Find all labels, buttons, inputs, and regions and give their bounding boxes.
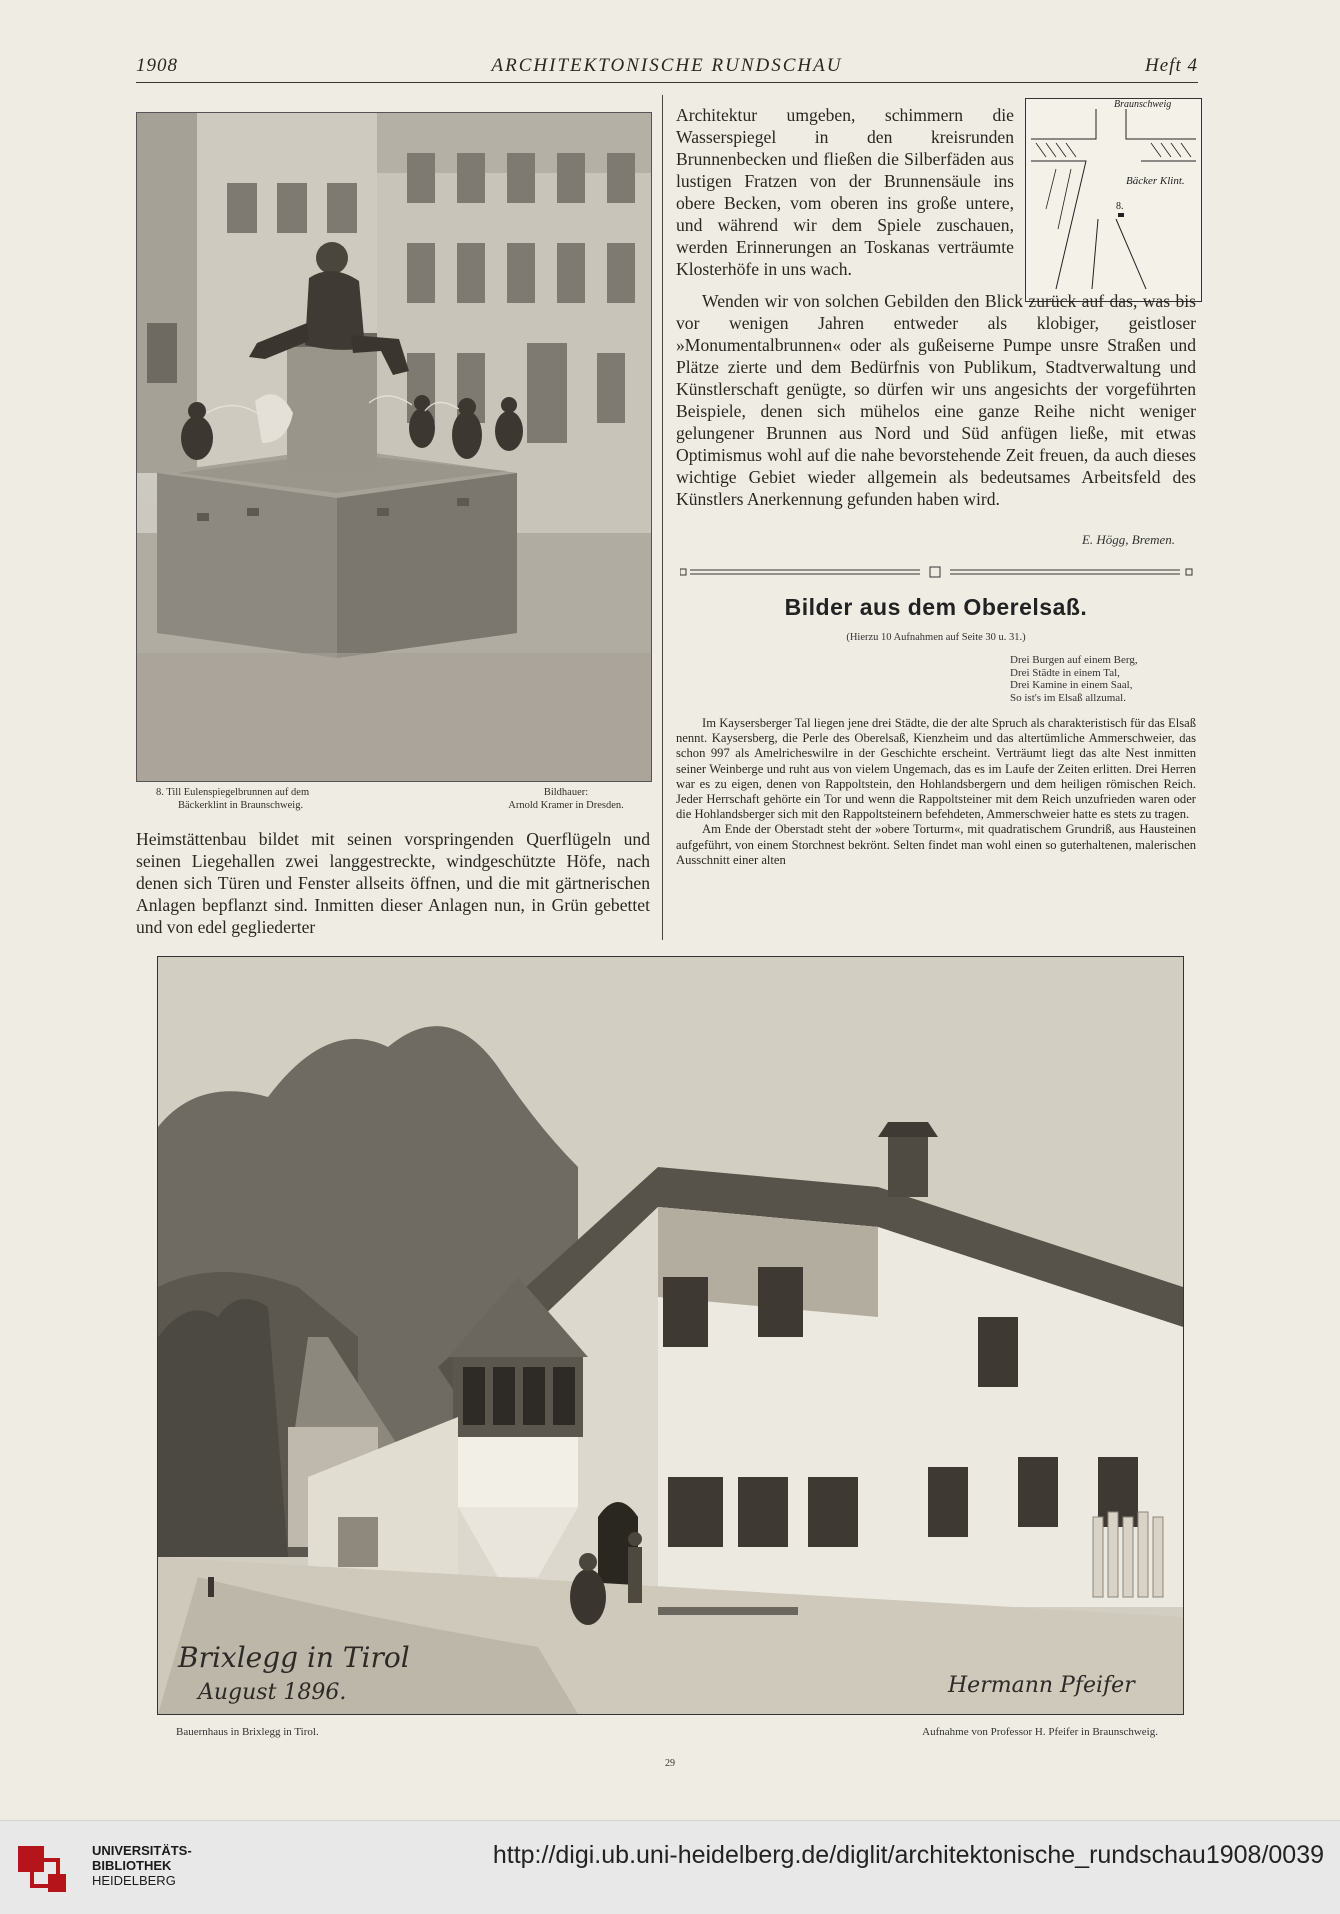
poem-line: So ist's im Elsaß allzumal. [1010, 691, 1126, 704]
photo-caption-right-line1: Bildhauer: [543, 787, 589, 798]
poem-line: Drei Burgen auf einem Berg, [1010, 654, 1138, 666]
location-map-inset [1025, 98, 1202, 302]
library-name-line3: HEIDELBERG [92, 1873, 176, 1888]
photo-caption-right [476, 786, 656, 812]
right-paragraph-1: Architektur umgeben, schimmern die Wasserspiegel in den kreisrunden Brunnenbecken und fließen die Silberfäden aus lustigen Fratzen von der Brunnensäule ins obere Becken, vom oberen ins große untere, und während wir dem Spiele zuschauen, werden Erinnerungen an Toskanas verträumte Klosterhöfe in uns wach. [676, 105, 1014, 279]
map-label-marker: 8. [1116, 201, 1124, 212]
left-paragraph: Heimstättenbau bildet mit seinen vorspringenden Querflügeln und seinen Liegehallen zwei langgestreckte, windgeschützte Höfe, nach denen sich Türen und Fenster allseits öffnen, und die mit gärtnerischen Anlagen bepflanzt sind. Inmitten dieser Anlagen nun, in Grün gebettet und von edel gegliederter [136, 829, 650, 937]
library-logo-icon [18, 1836, 80, 1898]
photo-caption-left-line1: 8. Till Eulenspiegelbrunnen auf dem [156, 787, 310, 798]
map-label-top: Braunschweig [1114, 99, 1172, 110]
painting-caption-left: Bauernhaus in Brixlegg in Tirol. [176, 1726, 319, 1738]
page-number: 29 [665, 1758, 675, 1769]
street-map-illustration [1026, 99, 1201, 301]
farmhouse-painting [157, 956, 1184, 1715]
photo-caption-left-line2: Bäckerklint in Braunschweig. [178, 800, 304, 811]
right-column-text-top [676, 104, 1014, 280]
library-name-line2: BIBLIOTHEK [92, 1858, 172, 1873]
painting-caption-right: Aufnahme von Professor H. Pfeifer in Braunschweig. [922, 1726, 1158, 1738]
header-rule [136, 82, 1198, 83]
header-year: 1908 [136, 55, 178, 76]
photo-caption-left [156, 786, 309, 812]
header-issue: Heft 4 [1145, 55, 1198, 76]
epigraph-poem [1010, 654, 1138, 704]
poem-line: Drei Städte in einem Tal, [1010, 666, 1120, 679]
article-body [676, 716, 1196, 868]
article-paragraph-2: Am Ende der Oberstadt steht der »obere Torturm«, mit quadratischem Grundriß, aus Hausteinen aufgeführt, von einem Storchnest bekrönt. Selten findet man wohl einen so guterhaltenen, malerischen Ausschnitt einer alten [676, 822, 1196, 867]
poem-line: Drei Kamine in einem Saal, [1010, 679, 1133, 691]
column-rule [662, 95, 663, 940]
source-url-link[interactable]: http://digi.ub.uni-heidelberg.de/diglit/architektonische_rundschau1908/0039 [492, 1841, 1324, 1869]
right-paragraph-2: Wenden wir von solchen Gebilden den Blick zurück auf das, was bis vor wenigen Jahren entweder als klobiger, geistloser »Monumentalbrunnen« oder als gußeiserne Pumpe unsre Straßen und Plätze zierte und dem Bedürfnis von Publikum, Stadtverwaltung und Künstlerschaft genügte, so dürfen wir uns angesichts der vorgeführten Beispiele, denen sich mühelos eine ganze Reihe nicht weniger gelungener Brunnen aus Nord und Süd anfügen ließe, mit etwas Optimismus wohl auf die nahe bevorstehende Zeit freuen, da auch dieses wichtige Gebiet wieder allgemein als bedeutsames Arbeitsfeld des Künstlers Anerkennung gefunden haben wird. [676, 291, 1196, 509]
farmhouse-painting-illustration [158, 957, 1183, 1714]
library-name-line1: UNIVERSITÄTS- [92, 1843, 192, 1858]
article-heading: Bilder aus dem Oberelsaß. [784, 594, 1088, 620]
library-footer [0, 1820, 1340, 1914]
author-signature: E. Högg, Bremen. [1081, 532, 1175, 547]
article-subheading: (Hierzu 10 Aufnahmen auf Seite 30 u. 31.) [846, 632, 1026, 643]
library-name [92, 1843, 192, 1888]
painting-inscription-date: August 1896. [198, 1680, 347, 1705]
painting-inscription-place: Brixlegg in Tirol [178, 1641, 410, 1674]
fountain-photograph [136, 112, 652, 782]
painting-artist-signature: Hermann Pfeifer [948, 1673, 1135, 1698]
map-label-street: Bäcker Klint. [1126, 175, 1185, 187]
section-divider-ornament [680, 565, 1194, 579]
photo-caption-right-line2: Arnold Kramer in Dresden. [508, 800, 624, 811]
running-header [136, 55, 1198, 81]
right-column-text-bottom [676, 290, 1196, 510]
left-column-text [136, 828, 650, 938]
article-paragraph-1: Im Kaysersberger Tal liegen jene drei Städte, die der alte Spruch als charakteristisch für das Elsaß nennt. Kaysersberg, die Perle des Oberelsaß, Kienzheim und das altertümliche Ammerschweier, das schon 997 als Amelricheswilre in der Geschichte erscheint. Verträumt liegt das alte Nest inmitten seiner Weinberge und ruht aus von vielem Ungemach, das es im Laufe der Zeiten erlitten. Drei Herren war es zu eigen, denen von Rappoltstein, den Hohlandsbergern und dem heiligen römischen Reich. Jeder Herrschaft gehörte ein Tor und wenn die Rappoltsteiner mit dem Reich unzufrieden waren oder die Hohlandsberger sich mit den Rappoltsteinern befehdeten, Ammerschweier hatte es stets zu tragen. [676, 716, 1196, 822]
fountain-photo-illustration [137, 113, 651, 781]
header-title: ARCHITEKTONISCHE RUNDSCHAU [491, 55, 843, 76]
